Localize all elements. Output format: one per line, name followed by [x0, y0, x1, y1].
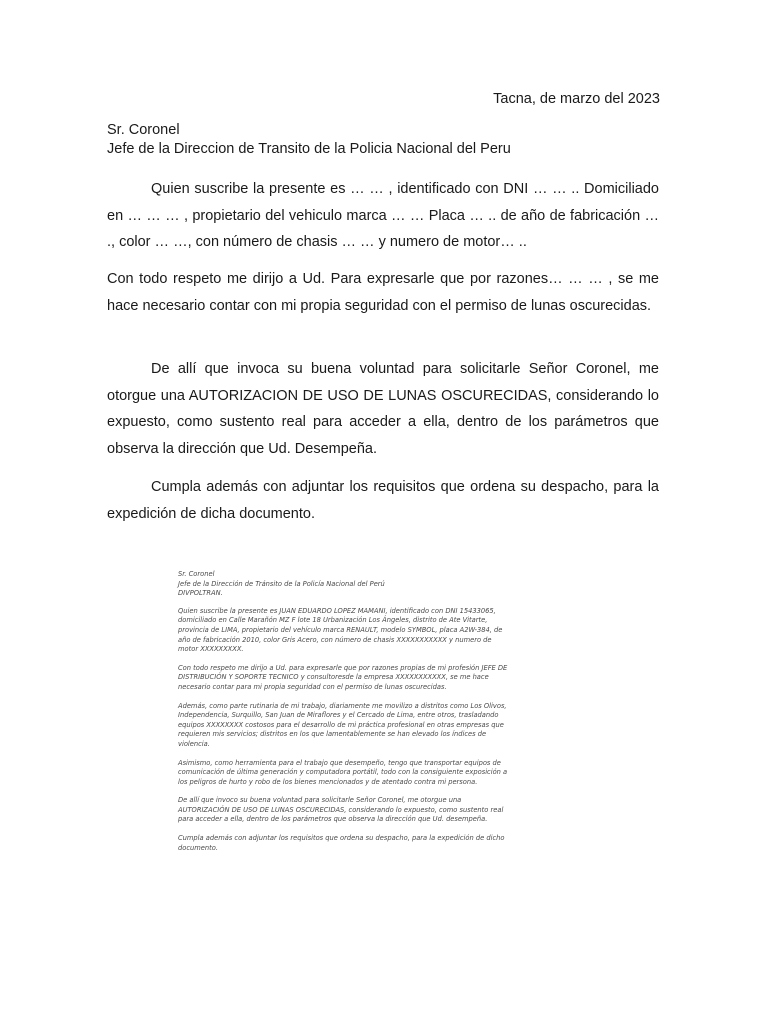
- scan-paragraph: Asimismo, como herramienta para el trabajo que desempeño, tengo que transportar equipos de comunicación de última generación y computadora portátil, todo con la consiguiente exposición a los peligros de hurto y robo de los bienes mencionados y de atentado contra mi persona.: [178, 758, 508, 786]
- body-paragraph-closing: Cumpla además con adjuntar los requisitos que ordena su despacho, para la expedición de dicha documento.: [107, 479, 659, 522]
- scan-paragraph: Además, como parte rutinaria de mi trabajo, diariamente me movilizo a distritos como Los Olivos, Independencia, Surquillo, San Juan de Miraflores y el Cercado de Lima, entre otros, trasladando equipos XXXXXXXX costosos para el desarrollo de mi práctica profesional en otras empresas que requieren mis servicios; distritos en los que lamentablemente se han elevado los índices de violencia.: [178, 701, 507, 748]
- scan-header-line: Jefe de la Dirección de Tránsito de la Policía Nacional del Perú: [178, 579, 385, 588]
- body-paragraph-reasons: Con todo respeto me dirijo a Ud. Para expresarle que por razones… … … , se me hace necesario contar con mi propia seguridad con el permiso de lunas oscurecidas.: [107, 271, 659, 314]
- scan-header-line: DIVPOLTRAN.: [178, 589, 223, 598]
- example-letter-scan: [178, 570, 508, 915]
- scan-paragraph: Quien suscribe la presente es JUAN EDUARDO LOPEZ MAMANI, identificado con DNI 15433065, domiciliado en Calle Marañón MZ F lote 18 Urbanización Los Ángeles, distrito de Ate Vitarte, provincia de LIMA, propietario del vehículo marca RENAULT, modelo SYMBOL, placa A2W-384, de año de fabricación 2010, color Gris Acero, con número de chasis XXXXXXXXXXX y numero de motor XXXXXXXXX.: [178, 606, 503, 654]
- body-paragraph-request: De allí que invoca su buena voluntad para solicitarle Señor Coronel, me otorgue una AUTORIZACION DE USO DE LUNAS OSCURECIDAS, considerando lo expuesto, como sustento real para acceder a ella, dentro de los parámetros que observa la dirección que Ud. Desempeña.: [107, 361, 659, 457]
- scan-header-line: Sr. Coronel: [178, 570, 215, 578]
- scan-header: [178, 570, 508, 599]
- scan-paragraph: Con todo respeto me dirijo a Ud. para expresarle que por razones propias de mi profesión JEFE DE DISTRIBUCIÓN Y SOPORTE TECNICO y consultoresde la empresa XXXXXXXXXXX, se me hace necesario contar para mi propia seguridad con el permiso de lunas oscurecidas.: [178, 663, 508, 691]
- recipient-name: Sr. Coronel: [107, 122, 180, 138]
- letter-recipient: [107, 121, 511, 159]
- scan-paragraph: Cumpla además con adjuntar los requisitos que ordena su despacho, para la expedición de dicho documento.: [178, 834, 505, 852]
- body-paragraph-identification: Quien suscribe la presente es … … , identificado con DNI … … .. Domiciliado en … … … , propietario del vehiculo marca … … Placa … .. de año de fabricación … ., color … …, con número de chasis … … y numero de motor… ..: [107, 181, 659, 250]
- letter-date: Tacna, de marzo del 2023: [493, 91, 660, 107]
- scan-paragraph: De allí que invoco su buena voluntad para solicitarle Señor Coronel, me otorgue una AUTORIZACIÓN DE USO DE LUNAS OSCURECIDAS, considerando lo expuesto, como sustento real para acceder a ella, dentro de los parámetros que observa la dirección que Ud. desempeña.: [178, 796, 504, 824]
- recipient-title: Jefe de la Direccion de Transito de la Policia Nacional del Peru: [107, 141, 511, 157]
